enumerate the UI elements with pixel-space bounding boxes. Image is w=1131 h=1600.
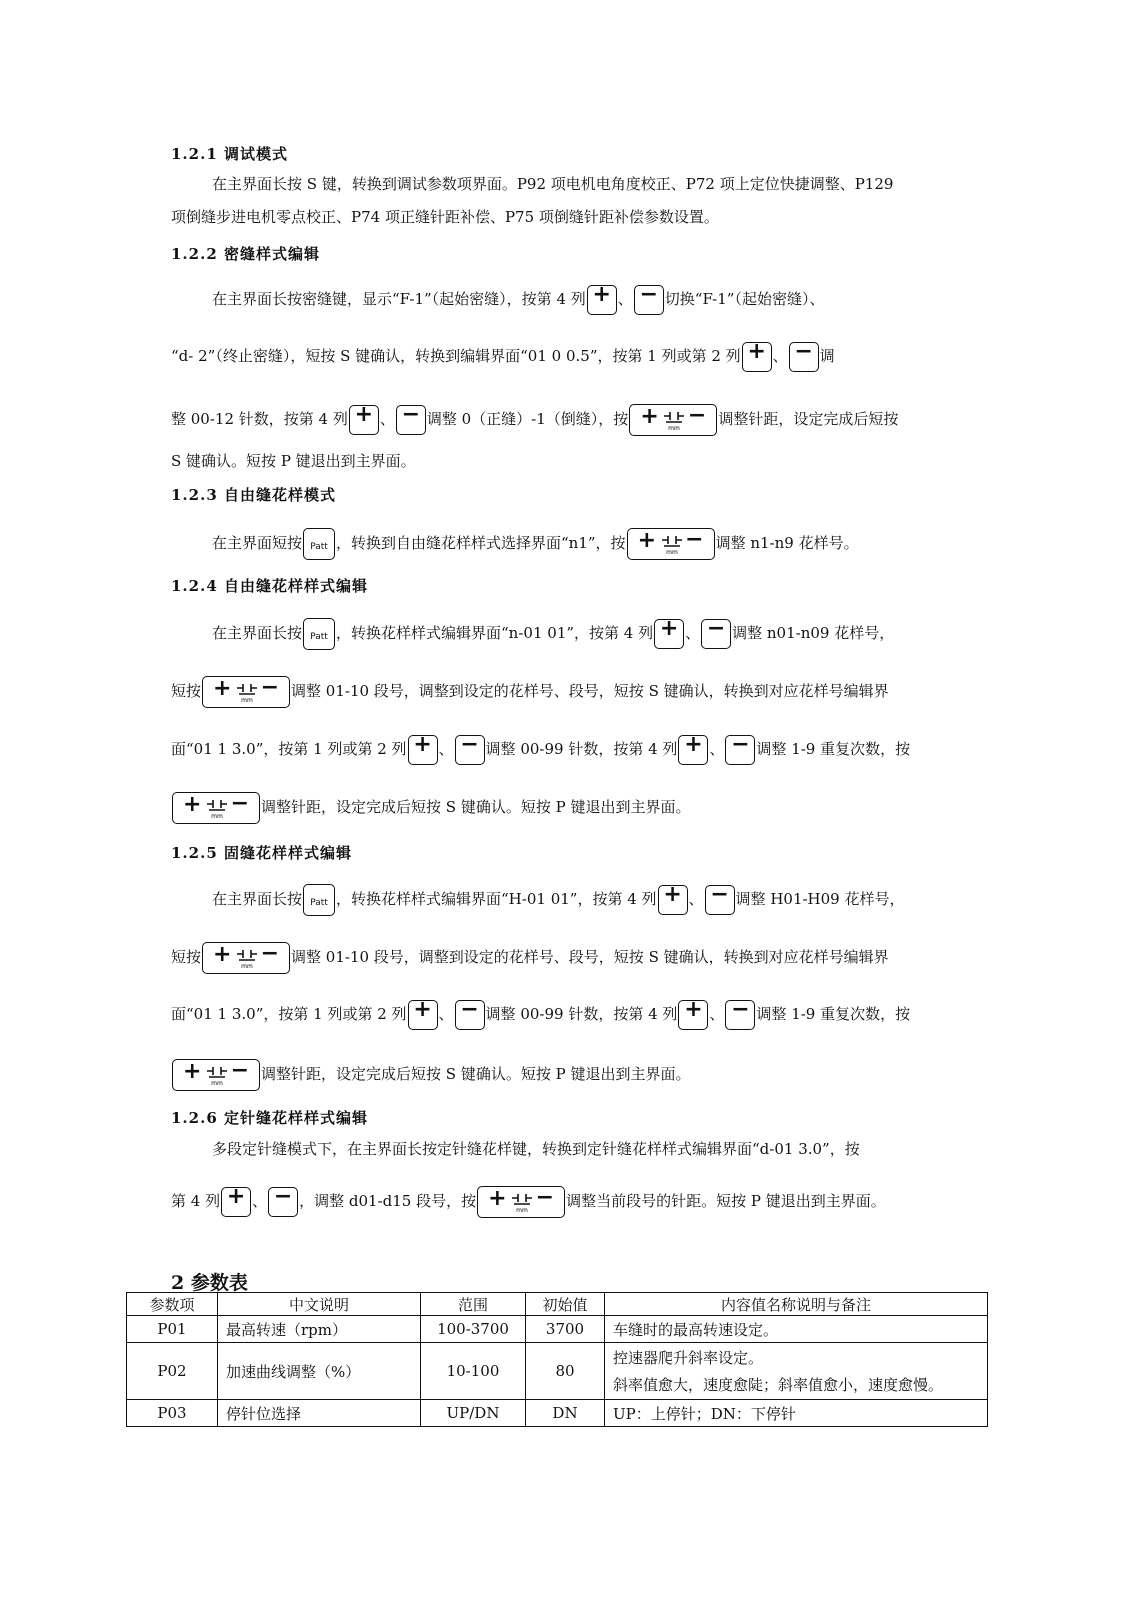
section-heading: 1.2.4 自由缝花样样式编辑 [171,577,368,595]
minus-key-icon: − [701,619,731,649]
table-header-cell: 内容值名称说明与备注 [605,1293,988,1316]
svg-text:mm: mm [668,425,681,431]
note-line: 斜率值愈大，速度愈陡；斜率值愈小，速度愈慢。 [613,1376,944,1394]
stitch-length-key-icon: + mm − [629,404,717,436]
stitch-length-key-icon: + mm − [627,528,715,560]
minus-key-icon: − [396,405,426,435]
svg-text:mm: mm [665,549,678,555]
table-row [127,1343,988,1400]
paragraph-line: 短按 + mm − 调整 01-10 段号，调整到设定的花样号、段号，短按 S 键确认，转换到对应花样号编辑界 [171,942,889,974]
table-cell: UP/DN [421,1400,526,1427]
note-line: 控速器爬升斜率设定。 [613,1349,764,1367]
plus-key-icon: + [654,619,684,649]
section-heading: 1.2.6 定针缝花样样式编辑 [171,1109,368,1127]
stitch-length-key-icon: + mm − [172,1059,260,1091]
paragraph-line: 面“01 1 3.0”，按第 1 列或第 2 列 + 、 − 调整 00-99 针数，按第 4 列 + 、 − 调整 1-9 重复次数，按 [171,1000,910,1030]
paragraph-line: 项倒缝步进电机零点校正、P74 项正缝针距补偿、P75 项倒缝针距补偿参数设置。 [171,208,719,226]
plus-key-icon: + [408,735,438,765]
table-cell: 停针位选择 [218,1400,421,1427]
section-heading: 1.2.5 固缝花样样式编辑 [171,844,352,862]
plus-key-icon: + [678,1000,708,1030]
svg-text:mm: mm [516,1207,528,1213]
paragraph-line: + mm − 调整针距，设定完成后短按 S 键确认。短按 P 键退出到主界面。 [171,1059,690,1091]
paragraph-line: 多段定针缝模式下，在主界面长按定针缝花样键，转换到定针缝花样样式编辑界面“d-01 3.0”，按 [212,1140,860,1158]
table-cell: P02 [127,1343,218,1400]
minus-key-icon: − [268,1187,298,1217]
minus-key-icon: − [789,342,819,372]
plus-key-icon: + [678,735,708,765]
minus-key-icon: − [725,1000,755,1030]
paragraph-line: 面“01 1 3.0”，按第 1 列或第 2 列 + 、 − 调整 00-99 针数，按第 4 列 + 、 − 调整 1-9 重复次数，按 [171,735,910,765]
table-row [127,1400,988,1427]
table-header-cell: 中文说明 [218,1293,421,1316]
svg-text:mm: mm [241,963,253,969]
paragraph-line: 在主界面短按 Patt ，转换到自由缝花样样式选择界面“n1”，按 + mm − 调整 n1-n9 花样号。 [212,528,859,560]
paragraph-line: + mm − 调整针距，设定完成后短按 S 键确认。短按 P 键退出到主界面。 [171,792,690,824]
plus-key-icon: + [221,1187,251,1217]
minus-key-icon: − [705,885,735,915]
stitch-length-key-icon: + mm − [172,792,260,824]
stitch-length-key-icon: + mm − [477,1186,565,1218]
table-cell: 加速曲线调整（%） [218,1343,421,1400]
plus-key-icon: + [587,285,617,315]
svg-text:mm: mm [241,697,253,703]
patt-key-icon: Patt [303,618,335,650]
table-cell: 80 [526,1343,605,1400]
paragraph-line: S 键确认。短按 P 键退出到主界面。 [171,452,416,470]
paragraph-line: 整 00-12 针数，按第 4 列 + 、 − 调整 0（正缝）-1（倒缝），按 + mm − 调整针距，设定完成后短按 [171,404,898,436]
table-cell: DN [526,1400,605,1427]
patt-key-icon: Patt [303,528,335,560]
table-cell: 10-100 [421,1343,526,1400]
parameter-table [126,1292,988,1427]
table-header-cell: 初始值 [526,1293,605,1316]
table-header-row [127,1293,988,1316]
table-header-cell: 范围 [421,1293,526,1316]
table-cell: 100-3700 [421,1316,526,1343]
paragraph-line: 在主界面长按 S 键，转换到调试参数项界面。P92 项电机电角度校正、P72 项上定位快捷调整、P129 [212,175,894,193]
plus-key-icon: + [742,342,772,372]
minus-key-icon: − [725,735,755,765]
minus-key-icon: − [455,735,485,765]
paragraph-line: 第 4 列 + 、 − ，调整 d01-d15 段号，按 + mm − 调整当前段号的针距。短按 P 键退出到主界面。 [171,1186,886,1218]
paragraph-line: “d- 2”（终止密缝），短按 S 键确认，转换到编辑界面“01 0 0.5”，按第 1 列或第 2 列 + 、 − 调 [171,342,835,372]
minus-key-icon: − [455,1000,485,1030]
table-cell: 车缝时的最高转速设定。 [605,1316,988,1343]
table-cell [605,1343,988,1400]
section-heading: 1.2.2 密缝样式编辑 [171,245,320,263]
table-cell: P03 [127,1400,218,1427]
paragraph-line: 在主界面长按 Patt ，转换花样样式编辑界面“n-01 01”，按第 4 列 + 、 − 调整 n01-n09 花样号， [212,618,894,650]
plus-key-icon: + [658,885,688,915]
table-header-cell: 参数项 [127,1293,218,1316]
plus-key-icon: + [408,1000,438,1030]
table-cell: P01 [127,1316,218,1343]
section-heading: 1.2.1 调试模式 [171,145,288,163]
table-cell: UP：上停针；DN：下停针 [605,1400,988,1427]
stitch-length-key-icon: + mm − [202,676,290,708]
section-heading: 1.2.3 自由缝花样模式 [171,486,336,504]
table-row [127,1316,988,1343]
plus-key-icon: + [349,405,379,435]
section-title: 2 参数表 [171,1272,248,1294]
minus-key-icon: − [634,285,664,315]
paragraph-line: 在主界面长按密缝键，显示“F-1”（起始密缝），按第 4 列 + 、 − 切换“F-1”（起始密缝）、 [212,285,824,315]
table-cell: 3700 [526,1316,605,1343]
patt-key-icon: Patt [303,884,335,916]
paragraph-line: 在主界面长按 Patt ，转换花样样式编辑界面“H-01 01”，按第 4 列 + 、 − 调整 H01-H09 花样号， [212,884,905,916]
table-cell: 最高转速（rpm） [218,1316,421,1343]
paragraph-line: 短按 + mm − 调整 01-10 段号，调整到设定的花样号、段号，短按 S 键确认，转换到对应花样号编辑界 [171,676,889,708]
svg-text:mm: mm [211,1080,223,1086]
svg-text:mm: mm [211,813,223,819]
stitch-length-key-icon: + mm − [202,942,290,974]
